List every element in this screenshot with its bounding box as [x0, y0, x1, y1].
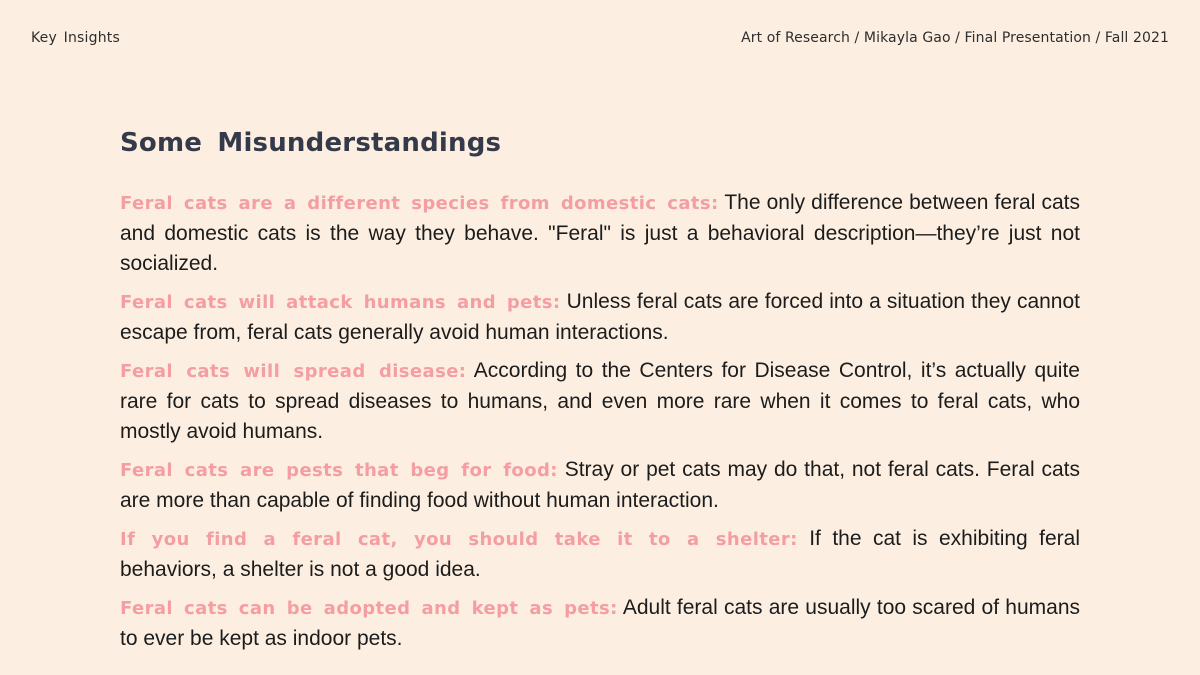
fact-text: According to the Centers for Disease Control, it’s actually quite rare for cats to spread diseases to humans, and even more rare when it comes to feral cats, who mostly avoid humans. [120, 359, 1080, 443]
fact-text: Adult feral cats are usually too scared of humans to ever be kept as indoor pets. [120, 596, 1081, 650]
list-item [120, 455, 1080, 516]
myth-label: Feral cats are pests that beg for food: [120, 460, 558, 481]
myth-label: Feral cats are a different species from domestic cats: [120, 193, 719, 214]
myth-label: If you find a feral cat, you should take it to a shelter: [120, 529, 798, 550]
fact-text: Stray or pet cats may do that, not feral cats. Feral cats are more than capable of finding food without human interaction. [120, 458, 1080, 512]
myth-label: Feral cats will attack humans and pets: [120, 292, 561, 313]
list-item [120, 593, 1080, 654]
myth-label: Feral cats will spread disease: [120, 361, 467, 382]
section-label: Key Insights [31, 30, 120, 46]
myth-label: Feral cats can be adopted and kept as pets: [120, 598, 618, 619]
fact-text: The only difference between feral cats and domestic cats is the way they behave. "Feral" is just a behavioral description—they’re just not socialized. [120, 191, 1080, 275]
fact-text: If the cat is exhibiting feral behaviors, a shelter is not a good idea. [120, 527, 1081, 581]
list-item [120, 356, 1080, 447]
page-title: Some Misunderstandings [120, 128, 502, 158]
list-item [120, 188, 1080, 279]
list-item [120, 287, 1080, 348]
presentation-meta: Art of Research / Mikayla Gao / Final Presentation / Fall 2021 [741, 30, 1169, 46]
fact-text: Unless feral cats are forced into a situation they cannot escape from, feral cats generally avoid human interactions. [120, 290, 1080, 344]
misunderstandings-list [120, 188, 1080, 662]
list-item [120, 524, 1080, 585]
